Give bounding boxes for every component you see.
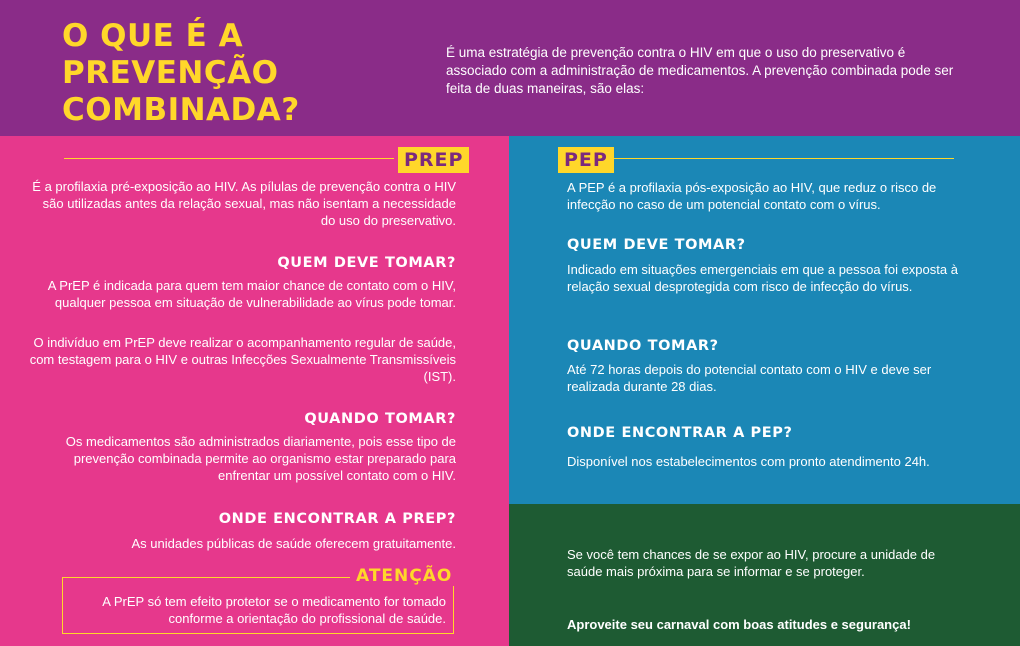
intro-text: É uma estratégia de prevenção contra o HIV em que o uso do preservativo é associado com a administração de medicamentos. A prevenção combinada pode ser feita de duas maneiras, são elas:: [446, 45, 954, 96]
attention-title: ATENÇÃO: [350, 566, 458, 586]
prep-who-heading: QUEM DEVE TOMAR?: [277, 255, 456, 271]
pep-when-text: Até 72 horas depois do potencial contato com o HIV e deve ser realizada durante 28 dias.: [567, 362, 932, 394]
prep-where-text: As unidades públicas de saúde oferecem gratuitamente.: [131, 536, 456, 551]
pep-description: A PEP é a profilaxia pós-exposição ao HIV, que reduz o risco de infecção no caso de um potencial contato com o vírus.: [567, 180, 937, 212]
advice-text: Se você tem chances de se expor ao HIV, procure a unidade de saúde mais próxima para se informar e se proteger.: [567, 547, 936, 579]
pep-who-text: Indicado em situações emergenciais em que a pessoa foi exposta à relação sexual desprotegida com risco de infecção do vírus.: [567, 262, 958, 294]
prep-where-heading: ONDE ENCONTRAR A PREP?: [218, 511, 456, 527]
pep-badge: PEP: [558, 147, 614, 173]
pep-where-heading: ONDE ENCONTRAR A PEP?: [567, 425, 793, 441]
pep-where-text: Disponível nos estabelecimentos com pronto atendimento 24h.: [567, 454, 930, 469]
pep-when-heading: QUANDO TOMAR?: [567, 338, 719, 354]
prep-divider: [64, 158, 394, 159]
closing-text: Aproveite seu carnaval com boas atitudes e segurança!: [567, 617, 911, 632]
title-line-2: COMBINADA?: [62, 92, 300, 128]
prep-description: É a profilaxia pré-exposição ao HIV. As pílulas de prevenção contra o HIV são utilizadas antes da relação sexual, mas não isentam a necessidade do uso do preservativo.: [32, 179, 456, 228]
title-line-1: O QUE É A PREVENÇÃO: [62, 18, 279, 91]
prep-when-heading: QUANDO TOMAR?: [304, 411, 456, 427]
prep-who-text-1: A PrEP é indicada para quem tem maior chance de contato com o HIV, qualquer pessoa em situação de vulnerabilidade ao vírus pode tomar.: [47, 278, 456, 310]
pep-divider: [612, 158, 954, 159]
page-title: [62, 18, 432, 129]
attention-text: A PrEP só tem efeito protetor se o medicamento for tomado conforme a orientação do profissional de saúde.: [102, 594, 446, 626]
pep-who-heading: QUEM DEVE TOMAR?: [567, 237, 746, 253]
prep-badge: PREP: [398, 147, 469, 173]
prep-when-text: Os medicamentos são administrados diariamente, pois esse tipo de prevenção combinada permite ao organismo estar preparado para enfrentar um possível contato com o HIV.: [65, 434, 456, 483]
prep-who-text-2: O indivíduo em PrEP deve realizar o acompanhamento regular de saúde, com testagem para o HIV e outras Infecções Sexualmente Transmissíveis (IST).: [29, 335, 456, 384]
